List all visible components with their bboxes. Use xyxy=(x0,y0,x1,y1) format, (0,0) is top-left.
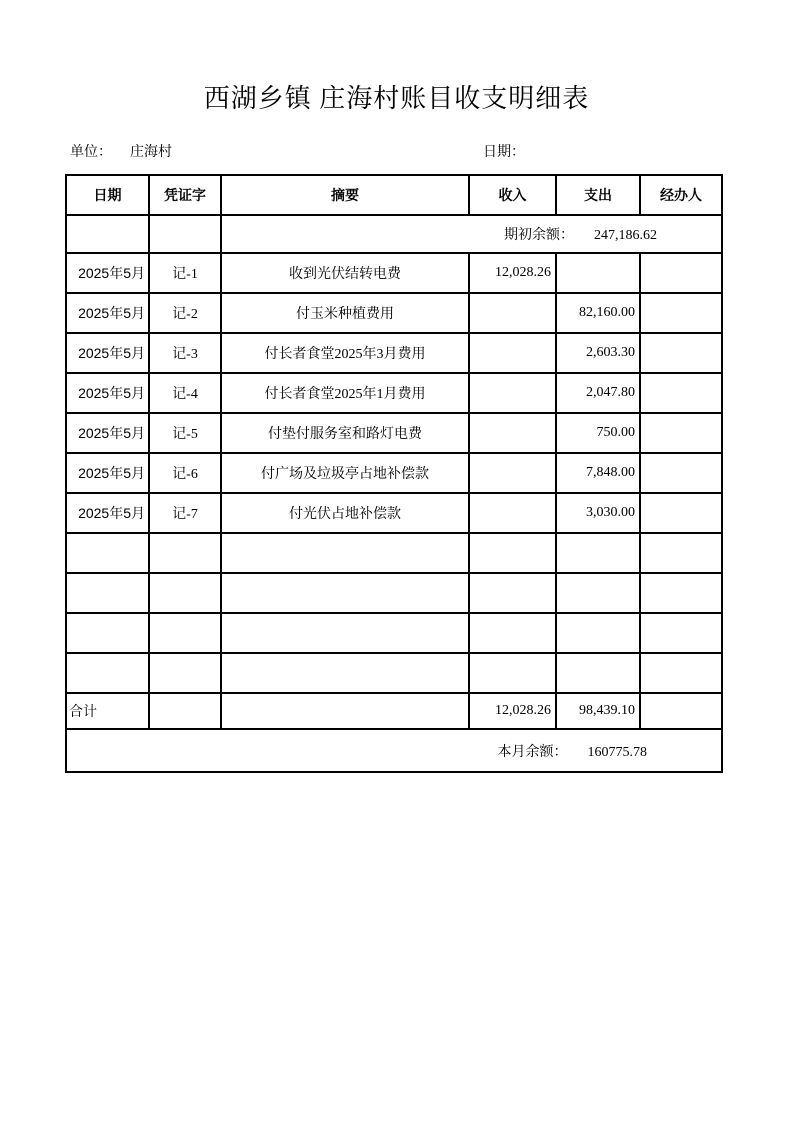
cell-expense xyxy=(556,253,640,293)
header-voucher: 凭证字 xyxy=(149,175,221,215)
cell-income xyxy=(469,373,556,413)
cell-empty xyxy=(221,693,469,729)
cell-summary: 收到光伏结转电费 xyxy=(221,253,469,293)
cell-voucher: 记-1 xyxy=(149,253,221,293)
closing-balance-cell xyxy=(66,729,722,772)
cell-income xyxy=(469,413,556,453)
opening-balance-label: 期初余额： xyxy=(504,228,574,243)
cell-expense: 2,047.80 xyxy=(556,373,640,413)
cell-date xyxy=(66,533,149,573)
table-row xyxy=(66,373,722,413)
cell-summary: 付广场及垃圾亭占地补偿款 xyxy=(221,453,469,493)
cell-voucher xyxy=(149,533,221,573)
cell-expense: 750.00 xyxy=(556,413,640,453)
cell-expense xyxy=(556,653,640,693)
cell-date: 2025年5月 xyxy=(66,373,149,413)
page-title: 西湖乡镇 庄海村账目收支明细表 xyxy=(203,84,590,113)
cell-voucher: 记-3 xyxy=(149,333,221,373)
total-label: 合计 xyxy=(66,693,149,729)
cell-voucher: 记-7 xyxy=(149,493,221,533)
closing-balance-row xyxy=(66,729,722,772)
cell-expense xyxy=(556,613,640,653)
cell-income xyxy=(469,493,556,533)
cell-empty xyxy=(149,693,221,729)
cell-income xyxy=(469,573,556,613)
unit-label: 单位： xyxy=(70,145,112,160)
cell-summary: 付长者食堂2025年1月费用 xyxy=(221,373,469,413)
ledger-table xyxy=(65,174,723,773)
cell-voucher xyxy=(149,573,221,613)
opening-balance-value: 247,186.62 xyxy=(594,228,657,243)
header-date: 日期 xyxy=(66,175,149,215)
cell-handler xyxy=(640,653,722,693)
cell-summary xyxy=(221,573,469,613)
cell-voucher: 记-4 xyxy=(149,373,221,413)
table-row xyxy=(66,333,722,373)
cell-date xyxy=(66,573,149,613)
cell-income xyxy=(469,613,556,653)
cell-voucher: 记-5 xyxy=(149,413,221,453)
cell-handler xyxy=(640,493,722,533)
table-row xyxy=(66,533,722,573)
cell-income: 12,028.26 xyxy=(469,253,556,293)
cell-voucher: 记-2 xyxy=(149,293,221,333)
cell-date: 2025年5月 xyxy=(66,493,149,533)
total-expense: 98,439.10 xyxy=(556,693,640,729)
cell-handler xyxy=(640,453,722,493)
meta-row xyxy=(65,141,728,161)
header-summary: 摘要 xyxy=(221,175,469,215)
cell-summary: 付垫付服务室和路灯电费 xyxy=(221,413,469,453)
cell-handler xyxy=(640,253,722,293)
closing-balance-value: 160775.78 xyxy=(587,744,647,760)
table-row xyxy=(66,573,722,613)
total-row xyxy=(66,693,722,729)
cell-handler xyxy=(640,573,722,613)
cell-date xyxy=(66,653,149,693)
table-row xyxy=(66,613,722,653)
cell-summary xyxy=(221,653,469,693)
cell-income xyxy=(469,533,556,573)
cell-expense xyxy=(556,533,640,573)
opening-balance-cell xyxy=(221,215,722,253)
cell-income xyxy=(469,333,556,373)
cell-date: 2025年5月 xyxy=(66,453,149,493)
opening-balance-row xyxy=(66,215,722,253)
table-row xyxy=(66,413,722,453)
cell-summary: 付光伏占地补偿款 xyxy=(221,493,469,533)
cell-date: 2025年5月 xyxy=(66,253,149,293)
cell-expense: 7,848.00 xyxy=(556,453,640,493)
cell-summary xyxy=(221,533,469,573)
cell-summary: 付玉米种植费用 xyxy=(221,293,469,333)
cell-income xyxy=(469,453,556,493)
cell-handler xyxy=(640,613,722,653)
cell-income xyxy=(469,653,556,693)
table-row xyxy=(66,493,722,533)
date-label: 日期： xyxy=(483,145,525,160)
header-income: 收入 xyxy=(469,175,556,215)
cell-date: 2025年5月 xyxy=(66,293,149,333)
cell-voucher xyxy=(149,613,221,653)
unit-value: 庄海村 xyxy=(130,145,172,160)
cell-expense: 82,160.00 xyxy=(556,293,640,333)
cell-empty xyxy=(640,693,722,729)
cell-handler xyxy=(640,533,722,573)
table-row xyxy=(66,253,722,293)
cell-voucher xyxy=(149,653,221,693)
header-handler: 经办人 xyxy=(640,175,722,215)
header-expense: 支出 xyxy=(556,175,640,215)
cell-voucher: 记-6 xyxy=(149,453,221,493)
cell-handler xyxy=(640,333,722,373)
total-income: 12,028.26 xyxy=(469,693,556,729)
cell-date: 2025年5月 xyxy=(66,333,149,373)
cell-empty xyxy=(66,215,149,253)
cell-empty xyxy=(149,215,221,253)
cell-handler xyxy=(640,373,722,413)
cell-summary xyxy=(221,613,469,653)
cell-summary: 付长者食堂2025年3月费用 xyxy=(221,333,469,373)
table-row xyxy=(66,453,722,493)
cell-date: 2025年5月 xyxy=(66,413,149,453)
table-row xyxy=(66,653,722,693)
cell-income xyxy=(469,293,556,333)
closing-balance-label: 本月余额： xyxy=(497,744,568,760)
table-row xyxy=(66,293,722,333)
cell-handler xyxy=(640,293,722,333)
cell-expense xyxy=(556,573,640,613)
cell-handler xyxy=(640,413,722,453)
cell-expense: 2,603.30 xyxy=(556,333,640,373)
cell-date xyxy=(66,613,149,653)
header-row xyxy=(66,175,722,215)
cell-expense: 3,030.00 xyxy=(556,493,640,533)
